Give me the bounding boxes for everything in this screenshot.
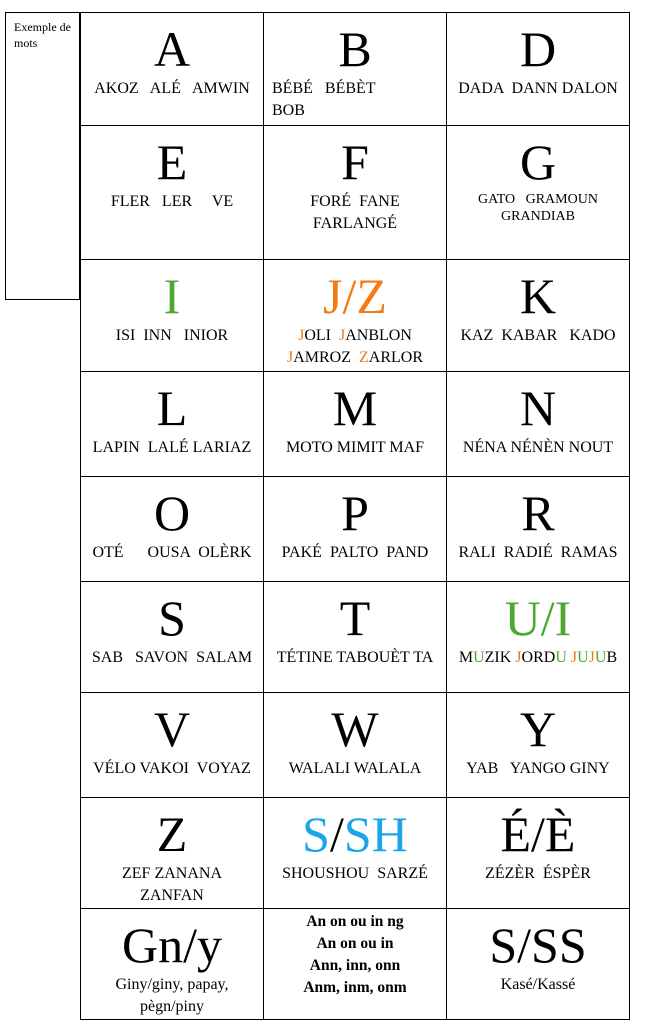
cell-s: [81, 582, 264, 693]
letter: M: [332, 380, 378, 436]
example-words: GATO GRAMOUN GRANDIAB: [478, 192, 602, 224]
letter: U/I: [504, 590, 572, 646]
example-words: VÉLO VAKOI VOYAZ: [93, 760, 251, 777]
word-part: ORD: [521, 649, 556, 666]
table-row: [81, 582, 630, 693]
word-part: ZIK: [484, 649, 516, 666]
example-words: TÉTINE TABOUÈT TA: [276, 649, 434, 666]
word-part: ANBLON: [345, 327, 416, 344]
example-words: PAKÉ PALTO PAND: [281, 544, 429, 561]
example-words: ISI INN INIOR: [115, 327, 229, 344]
letter: O: [153, 485, 191, 541]
cell-i: [81, 260, 264, 372]
cell-o: [81, 477, 264, 582]
letter: T: [339, 590, 371, 646]
letter: [264, 805, 446, 863]
cell-j-z: [264, 260, 447, 372]
highlight: J: [515, 649, 522, 666]
nasal-line: An on ou in: [316, 935, 394, 952]
example-words: Giny/giny, papay, pègn/piny: [115, 976, 233, 1015]
word-part: OLI: [304, 327, 339, 344]
letter: V: [153, 701, 191, 757]
letter: P: [341, 485, 369, 541]
slash: /: [329, 806, 344, 862]
word-part: M: [458, 649, 474, 666]
table-row: [81, 13, 630, 126]
letter: A: [153, 21, 191, 77]
cell-m: [264, 372, 447, 477]
example-words: FORÉ FANE FARLANGÉ: [310, 193, 404, 232]
highlight: J: [298, 327, 305, 344]
cell-d: [447, 13, 630, 126]
example-words-label: Exemple de mots: [5, 12, 80, 300]
highlight: U: [577, 649, 589, 666]
highlight: Z: [359, 349, 369, 366]
letter: S: [158, 590, 186, 646]
example-words: SHOUSHOU SARZÉ: [282, 865, 428, 882]
example-words: DADA DANN DALON: [458, 80, 618, 97]
cell-n: [447, 372, 630, 477]
letter: L: [156, 380, 188, 436]
letter: J/Z: [323, 268, 387, 324]
cell-f: [264, 126, 447, 260]
highlight: SH: [343, 806, 408, 862]
highlight: J: [570, 649, 578, 666]
table-row: [81, 126, 630, 260]
table-row: [81, 477, 630, 582]
letter: B: [338, 21, 372, 77]
cell-e: [81, 126, 264, 260]
table-row: [81, 372, 630, 477]
alphabet-table: [80, 12, 630, 1020]
example-words: OTÉ OUSA OLÈRK: [92, 544, 252, 561]
letter: F: [341, 134, 369, 190]
example-words: [453, 647, 623, 669]
table-row: [81, 798, 630, 909]
letter: I: [163, 268, 181, 324]
nasal-line: An on ou in ng: [306, 913, 404, 930]
letter: R: [521, 485, 555, 541]
example-words: [285, 325, 425, 369]
highlight: J: [286, 349, 294, 366]
word-part: AMROZ: [293, 349, 359, 366]
example-words: SAB SAVON SALAM: [91, 649, 253, 666]
table-row: [81, 260, 630, 372]
cell-u-i: [447, 582, 630, 693]
example-words: NÉNA NÉNÈN NOUT: [462, 439, 614, 456]
highlight: J: [588, 649, 595, 666]
cell-w: [264, 693, 447, 798]
cell-nasal-vowels: [264, 909, 447, 1020]
table-row: [81, 693, 630, 798]
cell-r: [447, 477, 630, 582]
letter: K: [519, 268, 557, 324]
cell-s-ss: [447, 909, 630, 1020]
highlight: J: [338, 327, 346, 344]
letter: G: [519, 134, 557, 190]
cell-v: [81, 693, 264, 798]
letter: Z: [156, 806, 188, 862]
example-words: YAB YANGO GINY: [466, 760, 610, 777]
example-words: MOTO MIMIT MAF: [285, 439, 425, 456]
cell-y: [447, 693, 630, 798]
letter: E: [156, 134, 188, 190]
nasal-list: [264, 911, 446, 999]
highlight: U: [473, 649, 485, 666]
table-row: [81, 909, 630, 1020]
example-words: ZEF ZANANA ZANFAN: [122, 865, 226, 904]
example-words: RALI RADIÉ RAMAS: [458, 544, 618, 561]
example-words: Kasé/Kassé: [500, 976, 576, 993]
cell-a: [81, 13, 264, 126]
cell-gn-y: [81, 909, 264, 1020]
letter: N: [519, 380, 557, 436]
letter: S/SS: [489, 917, 587, 973]
example-words: KAZ KABAR KADO: [460, 327, 616, 344]
letter: W: [331, 701, 379, 757]
word-part: ARLOR: [368, 349, 424, 366]
cell-b: [264, 13, 447, 126]
cell-k: [447, 260, 630, 372]
letter: É/È: [500, 806, 576, 862]
example-words: WALALI WALALA: [288, 760, 422, 777]
cell-l: [81, 372, 264, 477]
cell-t: [264, 582, 447, 693]
cell-s-sh: [264, 798, 447, 909]
example-words: AKOZ ALÉ AMWIN: [94, 80, 250, 97]
cell-p: [264, 477, 447, 582]
cell-z: [81, 798, 264, 909]
example-words: BÉBÉ BÉBÈT BOB: [272, 80, 380, 119]
letter: Gn/y: [122, 917, 222, 973]
highlight: U: [555, 649, 567, 666]
example-words: ZÉZÈR ÉSPÈR: [485, 865, 591, 882]
letter: D: [519, 21, 557, 77]
example-words: LAPIN LALÉ LARIAZ: [92, 439, 252, 456]
letter: Y: [519, 701, 557, 757]
nasal-line: Ann, inn, onn: [309, 957, 401, 974]
highlight: U: [594, 649, 607, 666]
cell-g: [447, 126, 630, 260]
cell-e-accent: [447, 798, 630, 909]
nasal-line: Anm, inm, onm: [303, 979, 407, 996]
word-part: B: [606, 649, 618, 666]
highlight: S: [302, 806, 330, 862]
example-words: FLER LER VE: [110, 193, 234, 210]
